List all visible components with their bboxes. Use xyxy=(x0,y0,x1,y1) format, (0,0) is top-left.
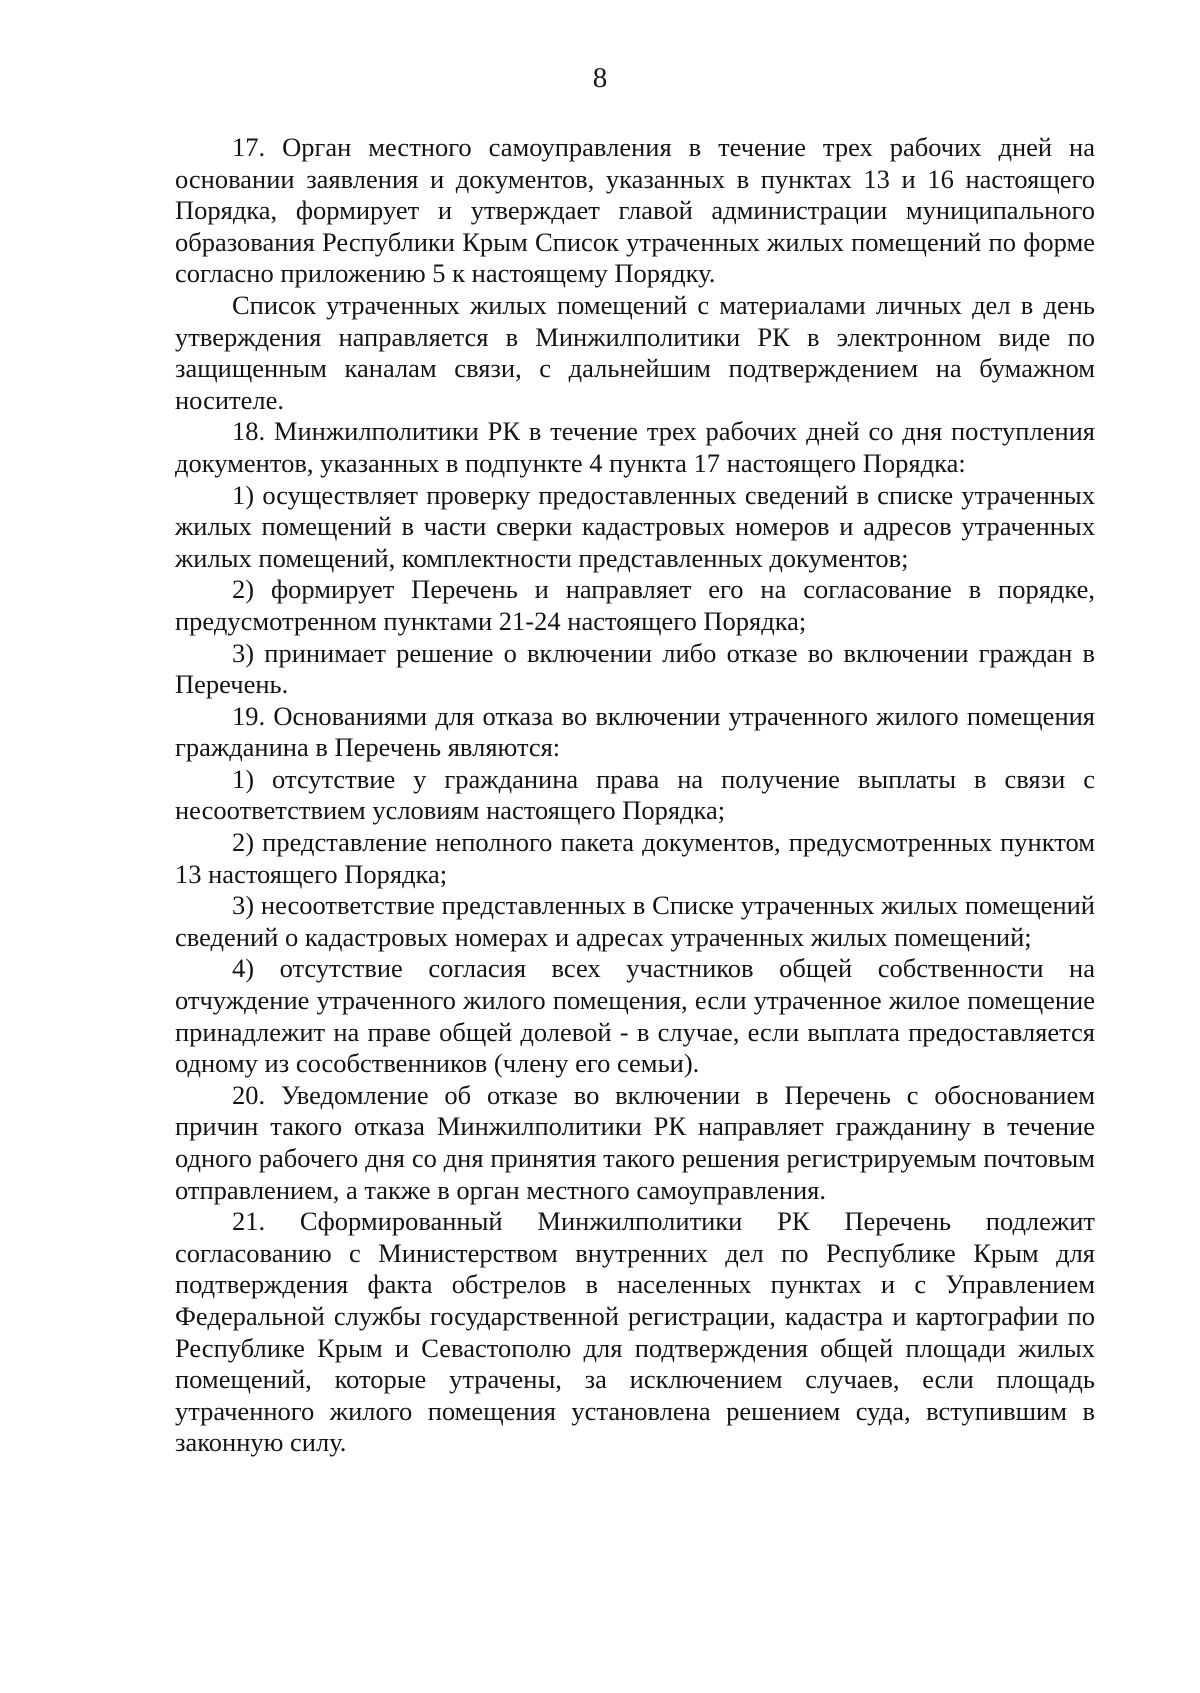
paragraph-19-item-2: 2) представление неполного пакета документов, предусмотренных пунктом 13 настоящего Порядка; xyxy=(175,827,1095,889)
paragraph-20: 20. Уведомление об отказе во включении в Перечень с обоснованием причин такого отказа Минжилполитики РК направляет гражданину в течение одного рабочего дня со дня принятия такого решения регистрируемым почтовым отправлением, а также в орган местного самоуправления. xyxy=(175,1079,1095,1205)
paragraph-18-item-2: 2) формирует Перечень и направляет его на согласование в порядке, предусмотренном пунктами 21-24 настоящего Порядка; xyxy=(175,574,1095,636)
paragraph-19-item-3: 3) несоответствие представленных в Списке утраченных жилых помещений сведений о кадастровых номерах и адресах утраченных жилых помещений; xyxy=(175,890,1095,952)
paragraph-18-item-1: 1) осуществляет проверку предоставленных сведений в списке утраченных жилых помещений в части сверки кадастровых номеров и адресов утраченных жилых помещений, комплектности представленных документов; xyxy=(175,479,1095,573)
page-number: 8 xyxy=(592,62,608,94)
paragraph-19: 19. Основаниями для отказа во включении утраченного жилого помещения гражданина в Перечень являются: xyxy=(175,700,1095,763)
paragraph-21: 21. Сформированный Минжилполитики РК Перечень подлежит согласованию с Министерством внутренних дел по Республике Крым для подтверждения факта обстрелов в населенных пунктах и с Управлением Федеральной службы государственной регистрации, кадастра и картографии по Республике Крым и Севастополю для подтверждения общей площади жилых помещений, которые утрачены, за исключением случаев, если площадь утраченного жилого помещения установлена решением суда, вступившим в законную силу. xyxy=(175,1206,1095,1458)
paragraph-17-list-submission: Список утраченных жилых помещений с материалами личных дел в день утверждения направляется в Минжилполитики РК в электронном виде по защищенным каналам связи, с дальнейшим подтверждением на бумажном носителе. xyxy=(175,289,1095,415)
paragraph-18: 18. Минжилполитики РК в течение трех рабочих дней со дня поступления документов, указанных в подпункте 4 пункта 17 настоящего Порядка: xyxy=(175,416,1095,478)
paragraph-19-item-4: 4) отсутствие согласия всех участников общей собственности на отчуждение утраченного жилого помещения, если утраченное жилое помещение принадлежит на праве общей долевой - в случае, если выплата предоставляется одному из сособственников (члену его семьи). xyxy=(175,953,1095,1079)
paragraph-18-item-3: 3) принимает решение о включении либо отказе во включении граждан в Перечень. xyxy=(175,637,1095,700)
paragraph-17: 17. Орган местного самоуправления в течение трех рабочих дней на основании заявления и документов, указанных в пунктах 13 и 16 настоящего Порядка, формирует и утверждает главой администрации муниципального образования Республики Крым Список утраченных жилых помещений по форме согласно приложению 5 к настоящему Порядку. xyxy=(175,132,1095,289)
document-body xyxy=(175,132,1095,1459)
paragraph-19-item-1: 1) отсутствие у гражданина права на получение выплаты в связи с несоответствием условиям настоящего Порядка; xyxy=(175,763,1095,826)
